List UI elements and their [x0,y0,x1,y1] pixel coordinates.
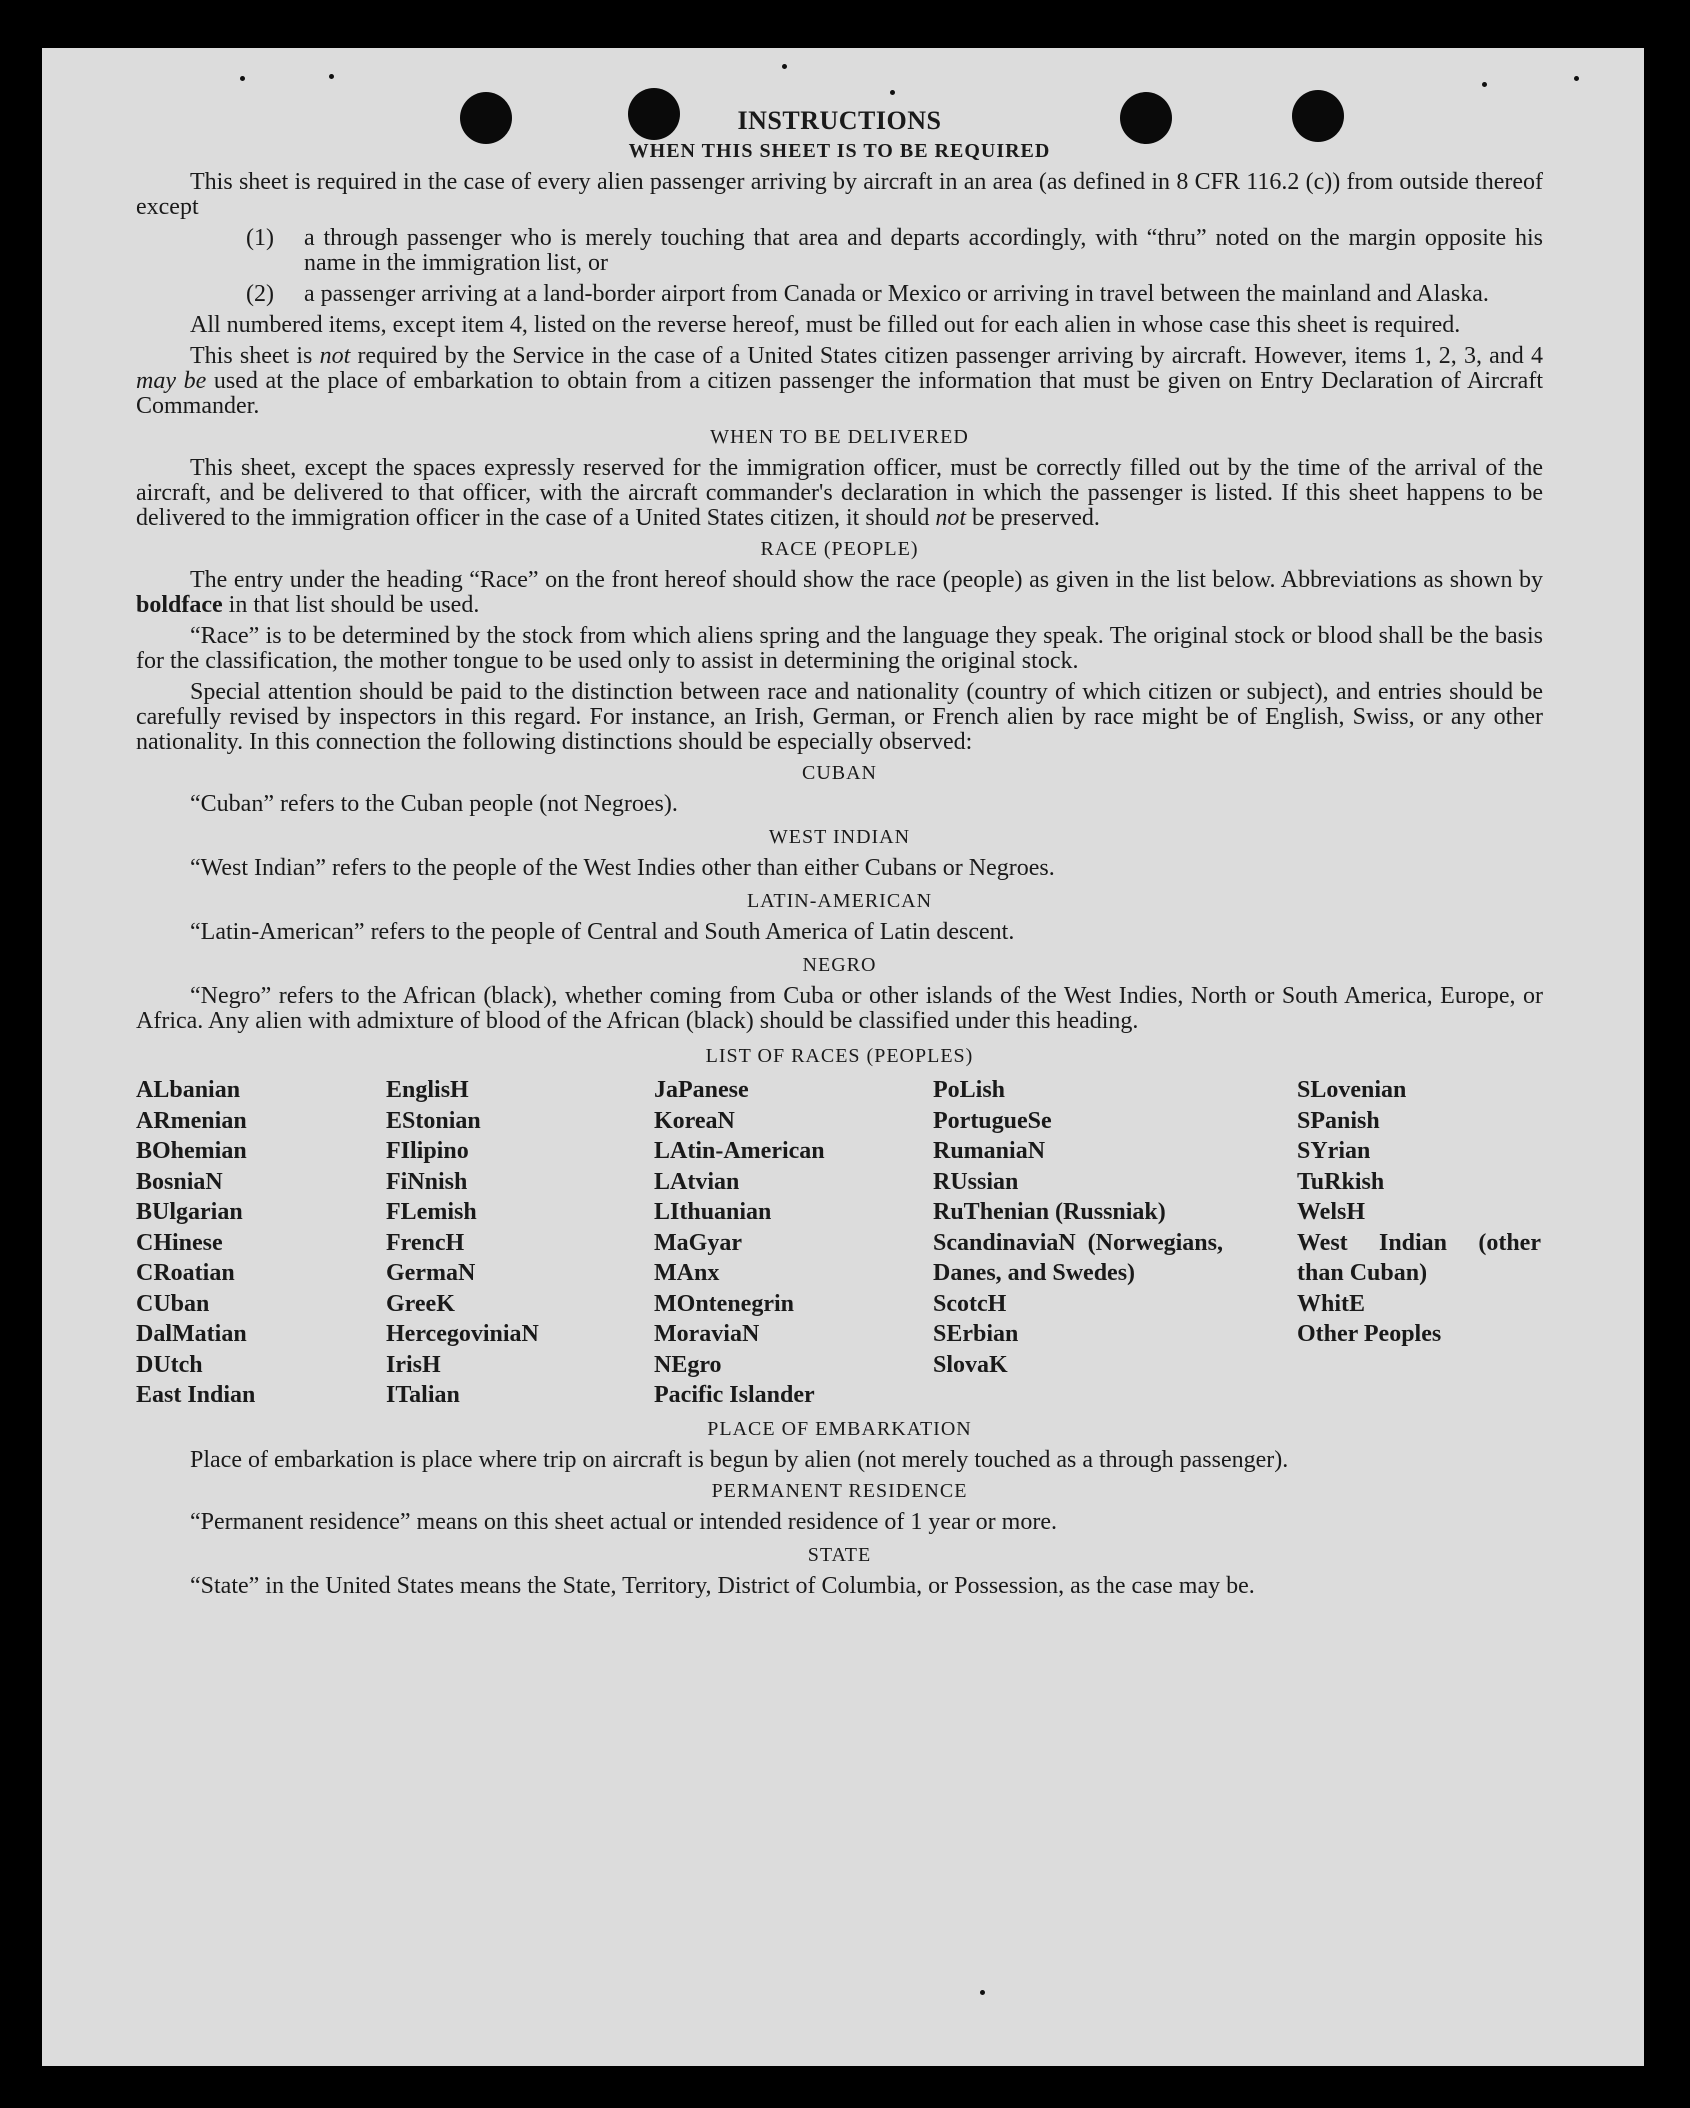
race-entry: FLemish [386,1199,477,1225]
race-entry: MOntenegrin [654,1290,794,1317]
race-entry: CHinese [136,1229,223,1256]
speck [980,1990,985,1995]
state-definition: “State” in the United States means the State, Territory, District of Columbia, or Possession, as the case may be. [190,1572,1255,1599]
race-entry: EStonian [386,1107,481,1134]
race-entry: MaGyar [654,1229,742,1256]
race-entry: TuRkish [1297,1168,1385,1195]
speck [890,90,895,95]
section-heading-embarkation: PLACE OF EMBARKATION [707,1417,972,1440]
races-column-4 [933,1075,1297,1411]
race-entry: SErbian [933,1321,1019,1347]
race-entry: MoraviaN [654,1321,760,1347]
race-entry: West Indian (other than Cuban) [1297,1229,1541,1286]
race-entry: DalMatian [136,1321,247,1347]
race-entry: HercegoviniaN [386,1321,539,1347]
race-paragraph-3: Special attention should be paid to the distinction between race and nationality (country of which citizen or subject), and entries should be carefully revised by inspectors in this regard. For instance, an Irish, German, or French alien by race might be of English, Swiss, or any other nationality. In this connection the following distinctions should be especially observed: [136,679,1543,755]
document-page [42,48,1644,2066]
race-entry: JaPanese [654,1077,749,1103]
item-text: a passenger arriving at a land-border airport from Canada or Mexico or arriving in travel between the mainland and Alaska. [304,281,1489,307]
race-entry: LAtvian [654,1168,740,1195]
section-heading-cuban: CUBAN [801,762,877,784]
residence-definition: “Permanent residence” means on this sheet actual or intended residence of 1 year or more. [190,1508,1057,1535]
race-entry: GreeK [386,1290,455,1317]
section-heading-latin-american: LATIN-AMERICAN [746,890,933,912]
negro-definition: “Negro” refers to the African (black), whether coming from Cuba or other islands of the West Indies, North or South America, Europe, or Africa. Any alien with admixture of blood of the African (black) should be classified under this heading. [136,983,1543,1034]
race-entry: MAnx [654,1260,720,1286]
race-entry: BUlgarian [136,1199,243,1225]
race-entry: RuThenian (Russniak) [933,1199,1166,1225]
item-number: (2) [246,281,274,307]
race-entry: NEgro [654,1351,722,1378]
race-entry: FiNnish [386,1168,468,1195]
speck [1482,82,1487,87]
citizen-paragraph: This sheet is not required by the Service in the case of a United States citizen passenger arriving by aircraft. However, items 1, 2, 3, and 4 may be used at the place of embarkation to obtain from a citizen passenger the information that must be given on Entry Declaration of Aircraft Commander. [136,343,1543,419]
section-heading-residence: PERMANENT RESIDENCE [711,1479,968,1502]
race-entry: BOhemian [136,1138,247,1164]
race-entry: ScandinaviaN (Norwegians, Danes, and Swedes) [933,1229,1223,1286]
race-entry: SYrian [1297,1138,1371,1164]
races-column-1 [136,1075,386,1411]
race-entry: ITalian [386,1382,460,1408]
emphasis-not: not [935,505,966,531]
race-entry: ARmenian [136,1107,247,1134]
exception-item-1 [136,226,1543,276]
race-entry: PortugueSe [933,1107,1052,1134]
embarkation-definition: Place of embarkation is place where trip on aircraft is begun by alien (not merely touched as a through passenger). [190,1446,1289,1473]
emphasis-may-be: may be [136,368,207,394]
race-entry: BosniaN [136,1168,223,1195]
cuban-definition: “Cuban” refers to the Cuban people (not Negroes). [190,791,678,817]
race-entry: FIlipino [386,1138,469,1164]
section-heading-race: RACE (PEOPLE) [760,538,919,560]
race-entry: SlovaK [933,1351,1008,1378]
speck [329,74,334,79]
item-text: a through passenger who is merely touching that area and departs accordingly, with “thru” noted on the margin opposite his name in the immigration list, or [304,225,1543,276]
race-entry: FrencH [386,1229,465,1256]
races-column-3 [654,1075,933,1411]
race-entry: WhitE [1297,1290,1366,1317]
section-heading-state: STATE [807,1543,872,1566]
section-heading-when-required: WHEN THIS SHEET IS TO BE REQUIRED [628,140,1051,162]
when-required-intro: This sheet is required in the case of every alien passenger arriving by aircraft in an area (as defined in 8 CFR 116.2 (c)) from outside thereof except [136,169,1543,220]
delivery-paragraph: This sheet, except the spaces expressly reserved for the immigration officer, must be correctly filled out by the time of the arrival of the aircraft, and be delivered to that officer, with the aircraft commander's declaration in which the passenger is listed. If this sheet happens to be delivered to the immigration officer in the case of a United States citizen, it should not be preserved. [136,455,1543,531]
section-heading-list-of-races: LIST OF RACES (PEOPLES) [705,1045,974,1067]
race-entry: IrisH [386,1351,441,1378]
race-entry: EnglisH [386,1077,469,1103]
race-entry: RumaniaN [933,1138,1046,1164]
race-entry: LIthuanian [654,1199,772,1225]
emphasis-boldface: boldface [136,592,223,618]
race-entry: SLovenian [1297,1077,1407,1103]
speck [240,76,245,81]
races-column-2 [386,1075,654,1411]
race-entry: RUssian [933,1168,1019,1195]
section-heading-when-delivered: WHEN TO BE DELIVERED [710,426,969,448]
item-number: (1) [246,225,274,251]
race-entry: CUban [136,1290,210,1317]
instructions-content [136,108,1543,1605]
speck [782,64,787,69]
race-paragraph-1: The entry under the heading “Race” on the front hereof should show the race (people) as given in the list below. Abbreviations as shown by boldface in that list should be used. [136,567,1543,618]
race-entry: SPanish [1297,1107,1380,1134]
race-entry: ALbanian [136,1077,241,1103]
latin-american-definition: “Latin-American” refers to the people of Central and South America of Latin descent. [190,919,1015,945]
race-entry: LAtin-American [654,1138,825,1164]
race-paragraph-2: “Race” is to be determined by the stock from which aliens spring and the language they speak. The original stock or blood shall be the basis for the classification, the mother tongue to be used only to assist in determining the original stock. [136,623,1543,674]
section-heading-west-indian: WEST INDIAN [768,826,911,848]
race-entry: KoreaN [654,1107,735,1134]
races-list [136,1075,1543,1411]
race-entry: WelsH [1297,1199,1366,1225]
race-entry: CRoatian [136,1260,235,1286]
race-entry: ScotcH [933,1290,1007,1317]
race-entry: Pacific Islander [654,1382,815,1408]
west-indian-definition: “West Indian” refers to the people of the West Indies other than either Cubans or Negroes. [190,855,1055,881]
race-entry: Other Peoples [1297,1321,1442,1347]
speck [1574,76,1579,81]
page-title: INSTRUCTIONS [737,106,942,135]
numbered-items-paragraph: All numbered items, except item 4, listed on the reverse hereof, must be filled out for each alien in whose case this sheet is required. [190,312,1461,338]
race-entry: DUtch [136,1351,203,1378]
emphasis-not: not [319,343,351,369]
race-entry: East Indian [136,1382,256,1408]
race-entry: GermaN [386,1260,476,1286]
races-column-5 [1297,1075,1543,1411]
exception-item-2 [136,282,1543,307]
race-entry: PoLish [933,1077,1006,1103]
section-heading-negro: NEGRO [802,954,877,976]
